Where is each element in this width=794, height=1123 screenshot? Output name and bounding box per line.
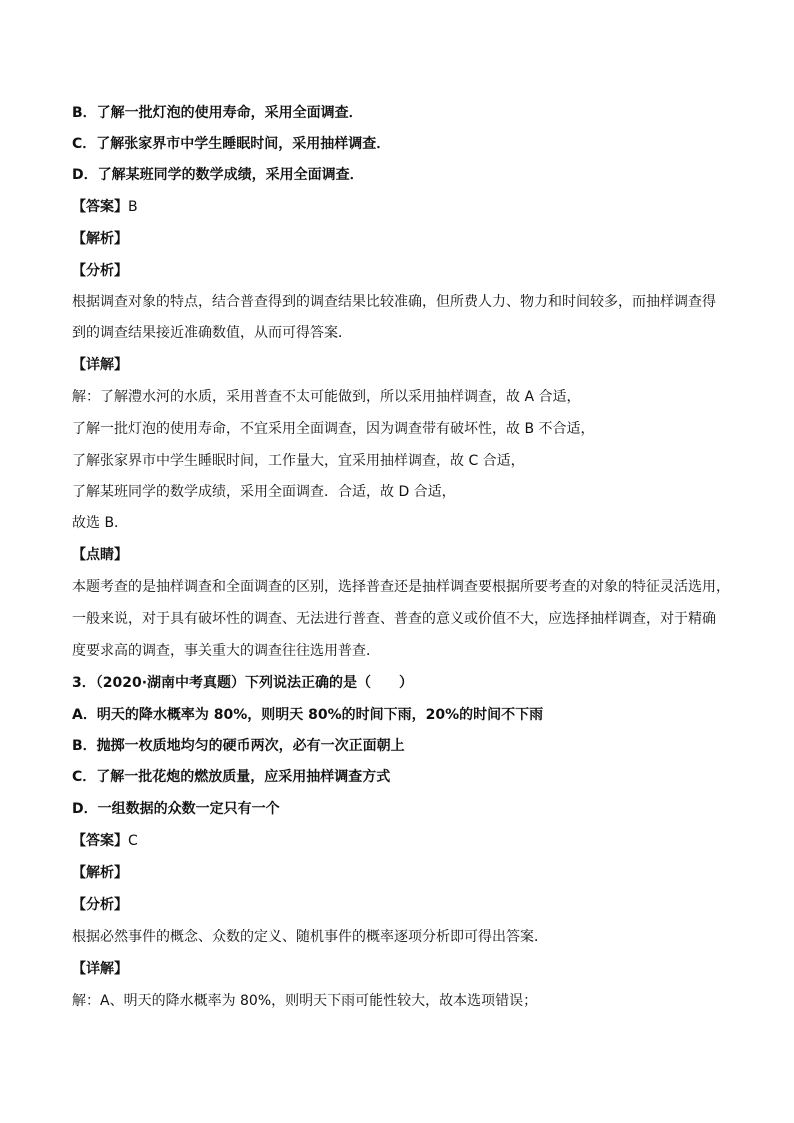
- q2-fenxi-label: 【分析】: [72, 263, 128, 279]
- q3-option-a: A．明天的降水概率为 80%，则明天 80%的时间下雨，20%的时间不下雨: [72, 707, 544, 723]
- q3-stem: 3．（2020·湖南中考真题）下列说法正确的是（ ）: [72, 675, 414, 691]
- q2-analysis-label: 【解析】: [72, 231, 128, 247]
- q3-analysis-label: 【解析】: [72, 865, 128, 881]
- q3-option-c: C．了解一批花炮的燃放质量，应采用抽样调查方式: [72, 769, 391, 785]
- q3-xiangjie-label: 【详解】: [72, 961, 128, 977]
- q2-option-b: B．了解一批灯泡的使用寿命，采用全面调查．: [72, 105, 363, 121]
- q2-option-d: D．了解某班同学的数学成绩，采用全面调查．: [72, 167, 364, 183]
- q2-fenxi-line-1: 根据调查对象的特点，结合普查得到的调查结果比较准确，但所费人力、物力和时间较多，而抽样调查得: [72, 294, 716, 310]
- q2-detail-2: 了解一批灯泡的使用寿命，不宜采用全面调查，因为调查带有破坏性，故 B 不合适，: [72, 421, 595, 437]
- q3-option-b: B．抛掷一枚质地均匀的硬币两次，必有一次正面朝上: [72, 738, 405, 754]
- q2-xiangjie-label: 【详解】: [72, 357, 128, 373]
- q2-dianjing-line-1: 本题考查的是抽样调查和全面调查的区别，选择普查还是抽样调查要根据所要考查的对象的特征灵活选用，: [72, 579, 730, 595]
- q2-detail-3: 了解张家界市中学生睡眠时间，工作量大，宜采用抽样调查，故 C 合适，: [72, 453, 525, 469]
- q3-fenxi-line-1: 根据必然事件的概念、众数的定义、随机事件的概率逐项分析即可得出答案．: [72, 929, 548, 945]
- q2-answer: [72, 197, 732, 217]
- q2-dianjing-line-3: 度要求高的调查，事关重大的调查往往选用普查．: [72, 643, 380, 659]
- answer-value: C: [128, 833, 138, 849]
- q3-detail-1: 解：A、明天的降水概率为 80%，则明天下雨可能性较大，故本选项错误；: [72, 993, 538, 1009]
- answer-label: 【答案】: [72, 199, 128, 215]
- q3-option-d: D．一组数据的众数一定只有一个: [72, 801, 280, 817]
- q3-fenxi-label: 【分析】: [72, 897, 128, 913]
- q2-detail-1: 解：了解澧水河的水质，采用普查不太可能做到，所以采用抽样调查，故 A 合适，: [72, 389, 581, 405]
- q3-answer: [72, 831, 732, 851]
- q2-detail-5: 故选 B．: [72, 515, 129, 531]
- q2-option-c: C．了解张家界市中学生睡眠时间，采用抽样调查．: [72, 136, 391, 152]
- q2-detail-4: 了解某班同学的数学成绩，采用全面调查．合适，故 D 合适，: [72, 484, 456, 500]
- q2-dianjing-label: 【点睛】: [72, 547, 128, 563]
- answer-label: 【答案】: [72, 833, 128, 849]
- q2-fenxi-line-2: 到的调查结果接近准确数值，从而可得答案．: [72, 325, 352, 341]
- answer-value: B: [128, 199, 138, 215]
- q2-dianjing-line-2: 一般来说，对于具有破坏性的调查、无法进行普查、普查的意义或价值不大，应选择抽样调查，对于精确: [72, 611, 716, 627]
